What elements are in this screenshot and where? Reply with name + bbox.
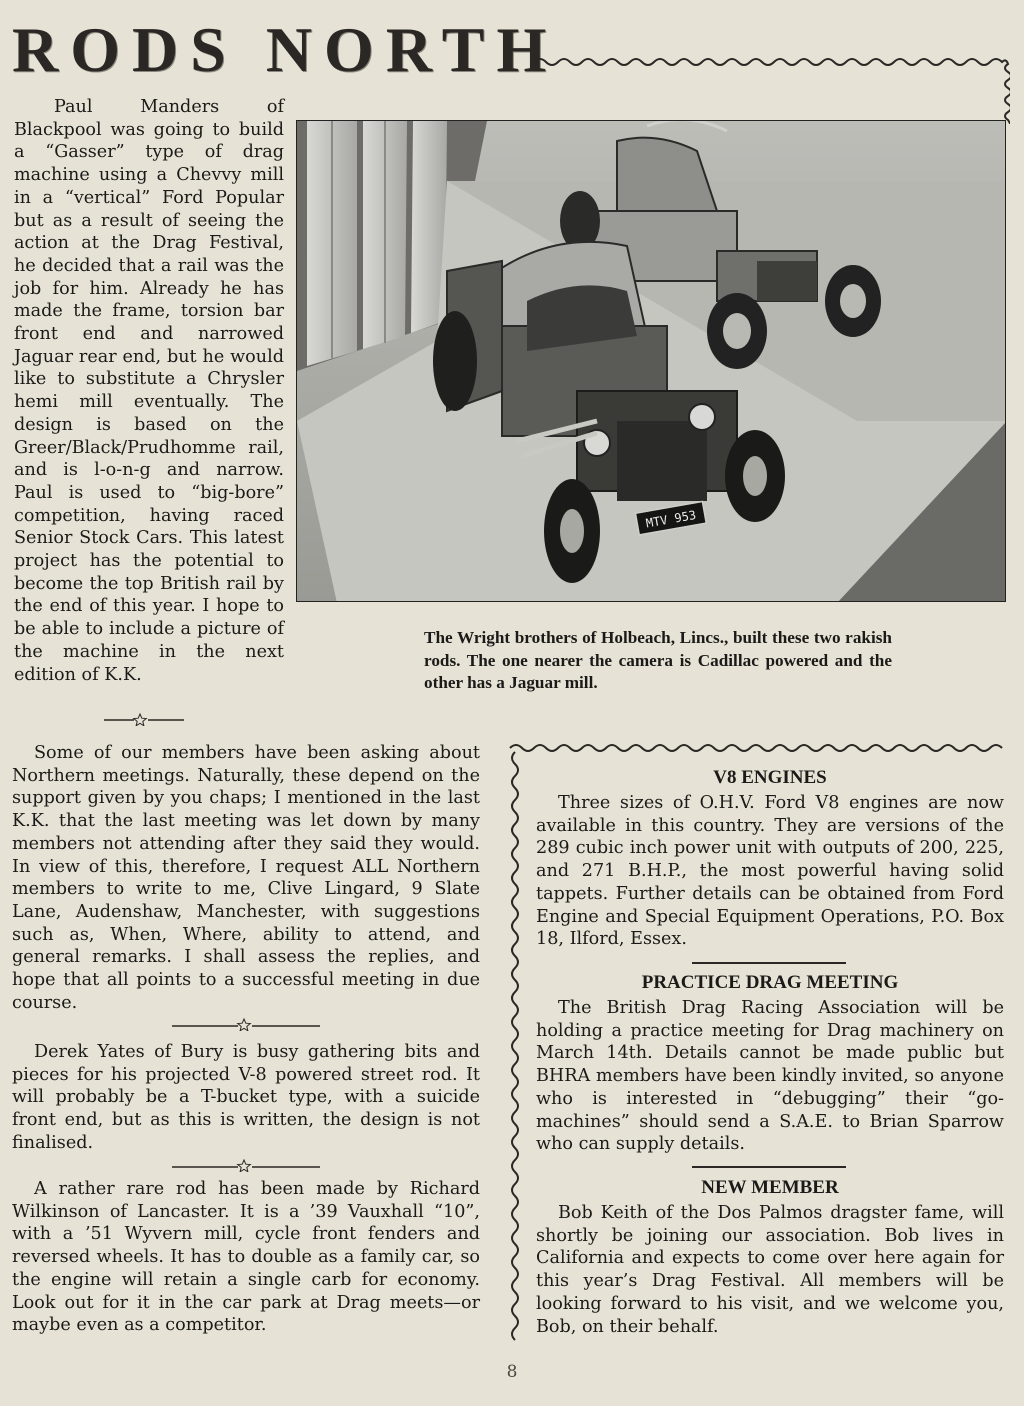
derek-yates-paragraph — [12, 1041, 480, 1155]
v8-engines-heading: V8 ENGINES — [713, 767, 827, 788]
intro-paragraph — [14, 96, 284, 686]
practice-drag-section — [536, 971, 1004, 1156]
new-member-section — [536, 1176, 1004, 1338]
page-title: RODS NORTH — [12, 14, 559, 85]
derek-yates-text: Derek Yates of Bury is busy gathering bits and pieces for his projected V-8 powered street rod. It will probably be a T-bucket type, with a suicide front end, but as this is written, the design is not finalised. — [12, 1042, 480, 1153]
rods-photo-illustration — [297, 121, 1006, 602]
v8-engines-text: Three sizes of O.H.V. Ford V8 engines are now available in this country. They are versions of the 289 cubic inch power unit with outputs of 200, 225, and 271 B.H.P., the most powerful having solid tappets. Further details can be obtained from Ford Engine and Special Equipment Operations, P.O. Box 18, Ilford, Essex. — [536, 793, 1004, 950]
richard-wilkinson-paragraph — [12, 1178, 480, 1337]
right-column-wavy-side-border — [506, 750, 524, 1346]
new-member-text: Bob Keith of the Dos Palmos dragster fame, will shortly be joining our association. Bob lives in California and expects to come over here again for this year’s Drag Festival. All members will be looking forward to his visit, and we welcome you, Bob, on their behalf. — [536, 1203, 1004, 1337]
star-divider-icon — [172, 1017, 320, 1029]
section-rule — [692, 1166, 846, 1168]
practice-drag-heading: PRACTICE DRAG MEETING — [641, 972, 899, 993]
right-column-wavy-top-border — [508, 738, 1004, 756]
new-member-heading: NEW MEMBER — [701, 1177, 839, 1198]
northern-meetings-text: Some of our members have been asking about Northern meetings. Naturally, these depend on the support given by you chaps; I mentioned in the last K.K. that the last meeting was let down by many members not attending after they said they would. In view of this, therefore, I request ALL Northern members to write to me, Clive Lingard, 9 Slate Lane, Audenshaw, Manchester, with suggestions such as, When, Where, ability to attend, and general remarks. I shall assess the replies, and hope that all points to a successful meeting in due course. — [12, 743, 480, 1013]
section-rule — [692, 962, 846, 964]
northern-meetings-paragraph — [12, 742, 480, 1014]
new-member-body — [536, 1202, 1004, 1338]
license-plate: MTV 953 — [644, 507, 698, 531]
intro-text: Paul Manders of Blackpool was going to build a “Gasser” type of drag machine using a Chevvy mill in a “vertical” Ford Popular but as a result of seeing the action at the Drag Festival, he decided that a rail was the job for him. Already he has made the frame, torsion bar front end and narrowed Jaguar rear end, but he would like to substitute a Chrysler hemi mill eventually. The design is based on the Greer/Black/Prudhomme rail, and is l-o-n-g and narrow. Paul is used to “big-bore” competition, having raced Senior Stock Cars. This latest project has the potential to become the top British rail by the end of this year. I hope to be able to include a picture of the machine in the next edition of K.K. — [14, 97, 284, 685]
v8-engines-body — [536, 792, 1004, 951]
richard-wilkinson-text: A rather rare rod has been made by Richard Wilkinson of Lancaster. It is a ’39 Vauxhall “10”, with a ’51 Wyvern mill, cycle front fenders and reversed wheels. It has to double as a family car, so the engine will retain a single carb for economy. Look out for it in the car park at Drag meets—or maybe even as a competitor. — [12, 1179, 480, 1336]
star-divider-icon — [104, 712, 184, 724]
practice-drag-body — [536, 997, 1004, 1156]
photo-rods — [296, 120, 1006, 602]
photo-caption: The Wright brothers of Holbeach, Lincs., built these two rakish rods. The one nearer the camera is Cadillac powered and the other has a Jaguar mill. — [424, 628, 892, 693]
practice-drag-text: The British Drag Racing Association will be holding a practice meeting for Drag machinery on March 14th. Details cannot be made public but BHRA members have been kindly invited, so anyone who is interested in “debugging” their “go-machines” should send a S.A.E. to Brian Sparrow who can supply details. — [536, 998, 1004, 1155]
star-divider-icon — [172, 1158, 320, 1170]
v8-engines-section — [536, 766, 1004, 951]
title-wavy-border — [530, 38, 1010, 128]
page-number: 8 — [506, 1362, 518, 1382]
